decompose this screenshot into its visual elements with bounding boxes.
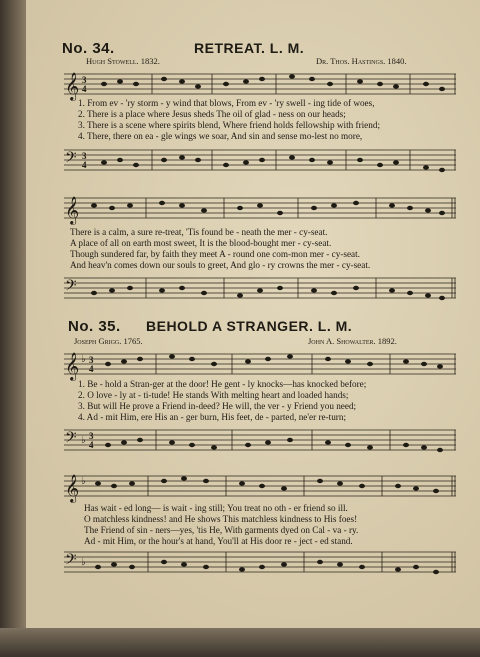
verse-line: 4. Ad - mit Him, ere His an - ger burn, His feet, de - parted, ne'er re-turn; — [78, 412, 347, 422]
verse-line: There is a calm, a sure re-treat, 'Tis found be - neath the mer - cy-seat. — [70, 227, 328, 237]
svg-text:4: 4 — [82, 160, 87, 170]
verse-line: 3. But will He prove a Friend in-deed? He will, the ver - y Friend you need; — [78, 401, 357, 411]
svg-text:3: 3 — [82, 75, 87, 85]
verse-line: 2. There is a place where Jesus sheds The oil of glad - ness on our heads; — [78, 109, 346, 119]
hymn-number: No. 34. — [62, 40, 115, 57]
hymn-title: BEHOLD A STRANGER. L. M. — [146, 318, 353, 334]
svg-text:4: 4 — [89, 364, 94, 374]
verse-line: The Friend of sin - ners—yes, 'tis He, With garments dyed on Cal - va - ry. — [84, 525, 359, 535]
svg-text:4: 4 — [89, 440, 94, 450]
treble-staff — [64, 474, 456, 500]
verse-line: O matchless kindness! and He shows This matchless kindness to His foes! — [84, 514, 358, 524]
svg-text:𝄞: 𝄞 — [65, 474, 80, 502]
treble-staff — [64, 196, 456, 222]
hymn-title: RETREAT. L. M. — [194, 40, 305, 56]
svg-text:𝄢: 𝄢 — [65, 551, 77, 572]
treble-staff — [64, 72, 456, 98]
svg-text:♭: ♭ — [81, 354, 86, 365]
svg-text:3: 3 — [89, 431, 94, 441]
verse-line: And heav'n comes down our souls to greet, And glo - ry crowns the mer - cy-seat. — [70, 260, 371, 270]
verse-line: Ad - mit Him, or the hour's at hand, You'll at His door re - ject - ed stand. — [84, 536, 353, 546]
svg-text:♭: ♭ — [81, 557, 86, 568]
composer-credit: Dr. Thos. Hastings. 1840. — [316, 56, 407, 66]
svg-text:♭: ♭ — [81, 435, 86, 446]
composer-credit: John A. Showalter. 1892. — [308, 336, 397, 346]
bass-staff — [64, 276, 456, 302]
bass-staff — [64, 550, 456, 576]
verse-line: 3. There is a scene where spirits blend, Where friend holds fellowship with friend; — [78, 120, 380, 130]
verse-line: 1. Be - hold a Stran-ger at the door! He gent - ly knocks—has knocked before; — [78, 379, 367, 389]
svg-text:𝄞: 𝄞 — [65, 72, 80, 100]
svg-text:𝄢: 𝄢 — [65, 429, 77, 450]
verse-line: 2. O love - ly at - ti-tude! He stands With melting heart and loaded hands; — [78, 390, 349, 400]
verse-line: 4. There, there on ea - gle wings we soar, And sin and sense mo-lest no more, — [78, 131, 363, 141]
svg-text:3: 3 — [89, 355, 94, 365]
hymn-number: No. 35. — [68, 318, 121, 335]
svg-text:𝄢: 𝄢 — [65, 277, 77, 298]
author-credit: Joseph Grigg. 1765. — [74, 336, 143, 346]
treble-staff — [64, 352, 456, 378]
verse-line: A place of all on earth most sweet, It is the blood-bought mer - cy-seat. — [70, 238, 332, 248]
hymnal-page — [26, 0, 480, 630]
bass-staff — [64, 428, 456, 454]
svg-text:3: 3 — [82, 151, 87, 161]
svg-text:𝄞: 𝄞 — [65, 352, 80, 380]
svg-text:♭: ♭ — [81, 476, 86, 487]
author-credit: Hugh Stowell. 1832. — [86, 56, 160, 66]
bass-staff — [64, 148, 456, 174]
verse-line: 1. From ev - 'ry storm - y wind that blows, From ev - 'ry swell - ing tide of woes, — [78, 98, 375, 108]
svg-text:𝄢: 𝄢 — [65, 149, 77, 170]
book-bottom-edge — [0, 628, 480, 657]
verse-line: Though sundered far, by faith they meet A - round one com-mon mer - cy-seat. — [70, 249, 360, 259]
svg-text:4: 4 — [82, 84, 87, 94]
book-binding-edge — [0, 0, 26, 657]
verse-line: Has wait - ed long— is wait - ing still; You treat no oth - er friend so ill. — [84, 503, 348, 513]
svg-text:𝄞: 𝄞 — [65, 196, 80, 224]
